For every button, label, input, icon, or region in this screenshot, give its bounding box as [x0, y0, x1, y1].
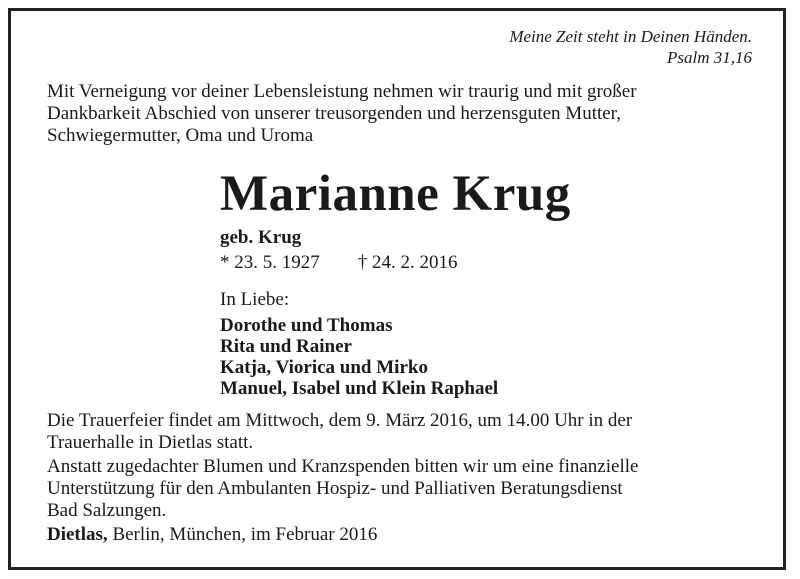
intro-text	[47, 81, 747, 147]
closing-line	[47, 524, 377, 546]
funeral-info	[47, 410, 747, 454]
mourner-name: Rita und Rainer	[220, 336, 352, 357]
bible-verse	[509, 26, 752, 68]
funeral-line: Trauerhalle in Dietlas statt.	[47, 432, 254, 453]
mourner-name: Katja, Viorica und Mirko	[220, 357, 428, 378]
donation-line: Unterstützung für den Ambulanten Hospiz- und Palliativen Beratungsdienst	[47, 478, 623, 499]
closing-rest: Berlin, München, im Februar 2016	[107, 524, 378, 545]
donation-line: Bad Salzungen.	[47, 500, 167, 521]
birth-date: * 23. 5. 1927	[220, 252, 320, 273]
mourners-list	[220, 315, 498, 399]
life-dates	[220, 252, 458, 274]
mourner-name: Dorothe und Thomas	[220, 315, 393, 336]
verse-reference: Psalm 31,16	[667, 48, 752, 67]
donation-line: Anstatt zugedachter Blumen und Kranzspenden bitten wir um eine finanzielle	[47, 456, 639, 477]
deceased-name: Marianne Krug	[220, 166, 571, 222]
death-date: † 24. 2. 2016	[357, 252, 458, 273]
intro-line: Dankbarkeit Abschied von unserer treusorgenden und herzensguten Mutter,	[47, 103, 621, 124]
birth-name: geb. Krug	[220, 227, 302, 248]
closing-place: Dietlas,	[47, 524, 108, 545]
mourners-label: In Liebe:	[220, 289, 290, 310]
verse-text: Meine Zeit steht in Deinen Händen.	[509, 27, 752, 46]
mourner-name: Manuel, Isabel und Klein Raphael	[220, 378, 499, 399]
funeral-line: Die Trauerfeier findet am Mittwoch, dem 9. März 2016, um 14.00 Uhr in der	[47, 410, 633, 431]
intro-line: Schwiegermutter, Oma und Uroma	[47, 125, 314, 146]
donation-info	[47, 456, 747, 522]
intro-line: Mit Verneigung vor deiner Lebensleistung nehmen wir traurig und mit großer	[47, 81, 637, 102]
